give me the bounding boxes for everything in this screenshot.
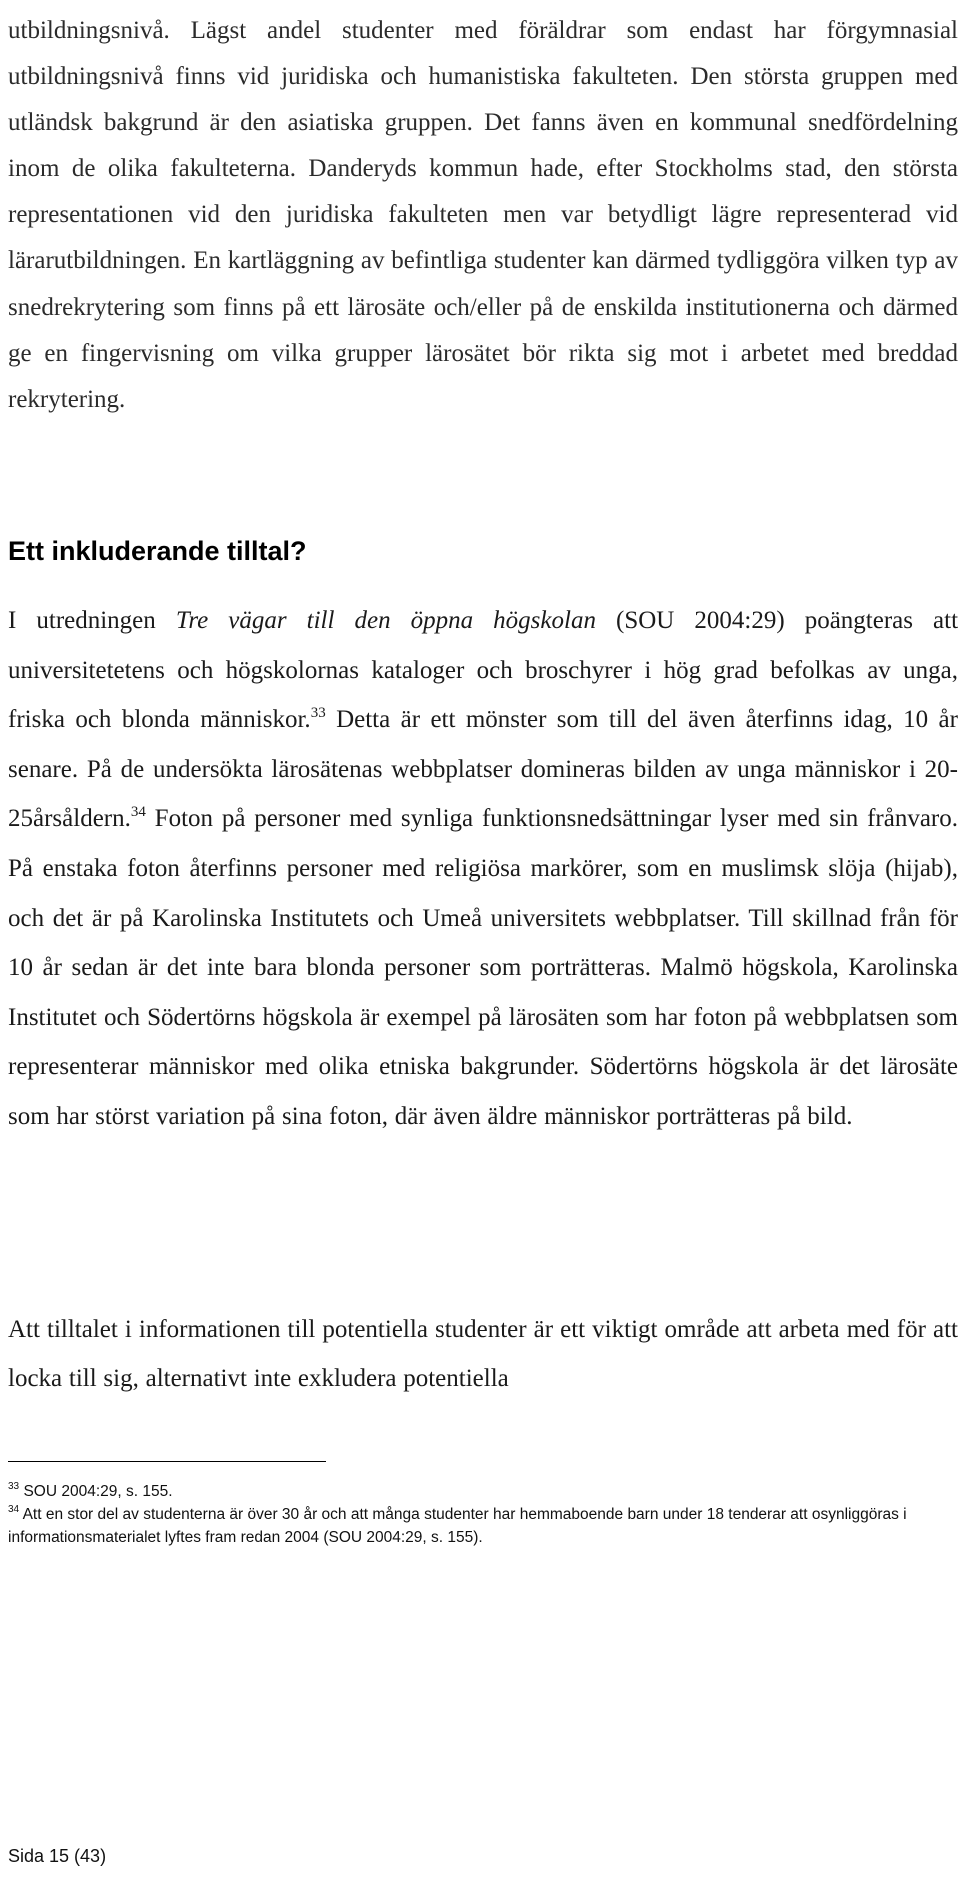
paragraph-2-text-c: Detta är ett mönster som till del även återfinns idag, 10 år senare. På de undersökta lärosätenas webbplatser domineras bilden av unga människor i 20-25årsåldern. [8,706,958,833]
footnote-reference-33[interactable]: 33 [310,705,326,722]
footnote-text: Att en stor del av studenterna är över 30 år och att många studenter har hemmaboende barn under 18 tenderar att osynliggöras i informationsmaterialet lyftes fram redan 2004 (SOU 2004:29, s. 155). [8,1506,907,1546]
section-heading: Ett inkluderande tilltal? [8,536,307,566]
footnote-34 [8,1503,958,1549]
page-number: Sida 15 (43) [8,1846,107,1866]
footnote-text: SOU 2004:29, s. 155. [23,1483,173,1500]
body-paragraph-1: utbildningsnivå. Lägst andel studenter med föräldrar som endast har förgymnasial utbildningsnivå finns vid juridiska och humanistiska fakulteten. Den största gruppen med utländsk bakgrund är den asiatiska gruppen. Det fanns även en kommunal snedfördelning inom de olika fakulteterna. Danderyds kommun hade, efter Stockholms stad, den största representationen vid den juridiska fakulteten men var betydligt lägre representerad vid lärarutbildningen. En kartläggning av befintliga studenter kan därmed tydliggöra vilken typ av snedrekrytering som finns på ett lärosäte och/eller på de enskilda institutionerna och därmed ge en fingervisning om vilka grupper lärosätet bör rikta sig mot i arbetet med breddad rekrytering. [8,17,958,413]
footnote-reference-34[interactable]: 34 [130,804,146,821]
footnote-33 [8,1480,958,1503]
paragraph-2-text-d: Foton på personer med synliga funktionsnedsättningar lyser med sin frånvaro. På enstaka foton återfinns personer med religiösa markörer, som en muslimsk slöja (hijab), och det är på Karolinska Institutets och Umeå universitets webbplatser. Till skillnad från för 10 år sedan är det inte bara blonda personer som porträtteras. Malmö högskola, Karolinska Institutet och Södertörns högskola är exempel på lärosäten som har foton på webbplatsen som representerar människor med olika etniska bakgrunder. Södertörns högskola är det lärosäte som har störst variation på sina foton, där även äldre människor porträtteras på bild. [8,805,958,1130]
body-paragraph-3: Att tilltalet i informationen till potentiella studenter är ett viktigt område att arbeta med för att locka till sig, alternativt inte exkludera potentiella [8,1316,958,1392]
paragraph-2-text-b: (SOU 2004:29) poängteras att universitetetens och högskolornas kataloger och broschyrer i hög grad befolkas av unga, friska och blonda människor. [8,607,959,734]
footnotes-section [8,1480,958,1549]
footnote-number: 33 [8,1481,20,1492]
footnote-separator [8,1461,326,1462]
paragraph-2-text-a: I utredningen [8,607,176,634]
body-paragraph-2 [8,596,958,1142]
report-title-italic: Tre vägar till den öppna högskolan [175,607,596,634]
footnote-number: 34 [8,1504,20,1515]
